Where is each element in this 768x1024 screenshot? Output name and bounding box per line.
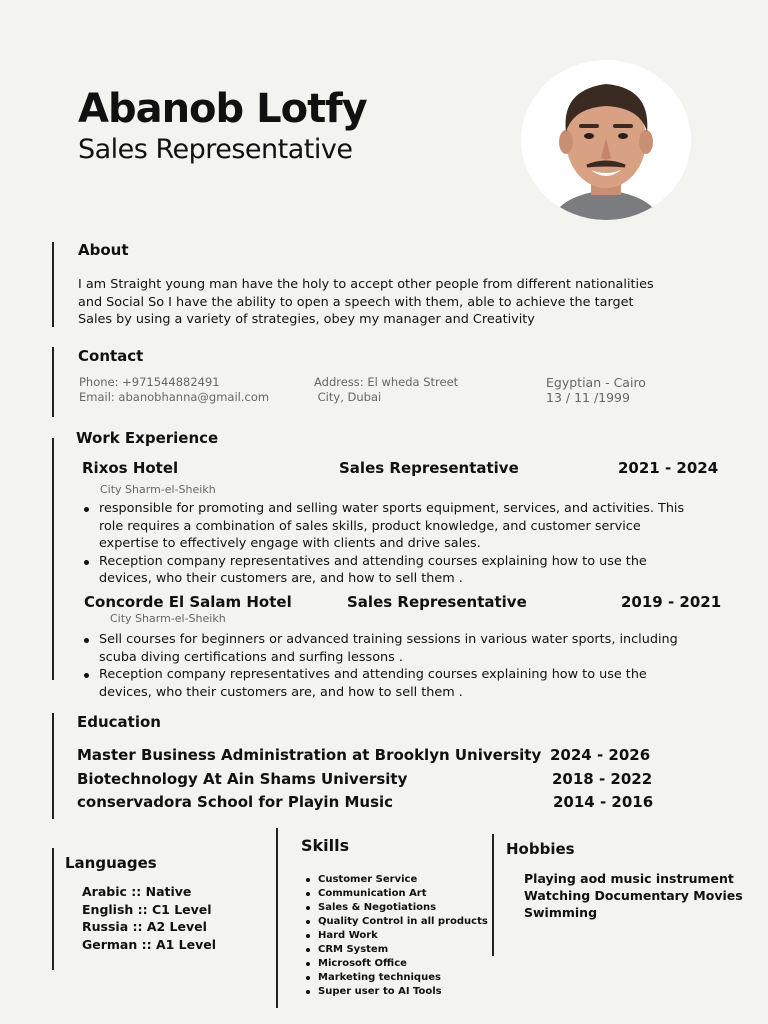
contact-heading: Contact	[78, 347, 144, 365]
email-text: Email: abanobhanna@gmail.com	[79, 389, 270, 404]
list-item: Sell courses for beginners or advanced training sessions in various water sports, including scuba diving certifications and surfing lessons .	[81, 631, 691, 666]
language-item: English :: C1 Level	[82, 901, 212, 917]
education-heading: Education	[77, 713, 161, 731]
education-years: 2014 - 2016	[553, 793, 654, 811]
job-location: City Sharm-el-Sheikh	[100, 483, 216, 496]
skill-item: Sales & Negotiations	[305, 901, 488, 915]
hobbies-heading: Hobbies	[506, 840, 575, 858]
education-years: 2024 - 2026	[550, 746, 651, 764]
about-line: and Social So I have the ability to open a speech with them, able to achieve the target	[78, 294, 634, 310]
job-years: 2021 - 2024	[618, 459, 719, 477]
resume-title: Sales Representative	[78, 134, 353, 165]
hobby-item: Swimming	[524, 905, 598, 920]
hobby-item: Playing aod music instrument	[524, 871, 734, 886]
job-location: City Sharm-el-Sheikh	[110, 612, 226, 625]
job-duties-list	[81, 631, 691, 701]
birthdate-text: 13 / 11 /1999	[546, 390, 630, 405]
list-item: Reception company representatives and attending courses explaining how to use the devices, who their customers are, and how to sell them .	[81, 666, 691, 701]
about-text	[78, 276, 678, 329]
nationality-text: Egyptian - Cairo	[546, 375, 646, 390]
work-divider	[52, 438, 54, 680]
hobbies-divider	[492, 834, 494, 956]
contact-divider	[52, 347, 54, 417]
work-heading: Work Experience	[76, 429, 219, 447]
skill-item: Customer Service	[305, 873, 488, 887]
contact-personal	[546, 375, 646, 405]
skill-item: Hard Work	[305, 929, 488, 943]
about-divider	[52, 242, 54, 327]
hobbies-list	[524, 870, 743, 921]
list-item: Reception company representatives and attending courses explaining how to use the devices, who their customers are, and how to sell them .	[81, 553, 691, 588]
skill-item: Communication Art	[305, 887, 488, 901]
language-item: Arabic :: Native	[82, 884, 192, 899]
address-line: City, Dubai	[314, 389, 382, 404]
skill-item: Marketing techniques	[305, 971, 488, 985]
education-degree: Master Business Administration at Brooklyn University	[77, 746, 542, 764]
address-line: Address: El wheda Street	[314, 375, 459, 389]
skill-item: Microsoft Office	[305, 957, 488, 971]
languages-heading: Languages	[65, 854, 157, 872]
resume-name: Abanob Lotfy	[78, 86, 367, 132]
skills-heading: Skills	[301, 836, 350, 855]
languages-list	[82, 883, 216, 953]
contact-phone-email	[79, 375, 269, 404]
job-company: Rixos Hotel	[82, 459, 179, 477]
language-item: Russia :: A2 Level	[82, 919, 207, 934]
person-portrait-icon	[521, 60, 691, 220]
job-role: Sales Representative	[347, 593, 527, 611]
education-degree: conservadora School for Playin Music	[77, 793, 394, 811]
education-degree: Biotechnology At Ain Shams University	[77, 770, 408, 788]
skill-item: Quality Control in all products	[305, 915, 488, 929]
job-duties-list	[81, 500, 691, 588]
languages-divider	[52, 848, 54, 970]
education-divider	[52, 713, 54, 819]
list-item: responsible for promoting and selling water sports equipment, services, and activities. This role requires a combination of sales skills, product knowledge, and customer service expertise to effectively engage with clients and drive sales.	[81, 500, 691, 553]
profile-photo	[521, 60, 691, 220]
education-years: 2018 - 2022	[552, 770, 653, 788]
skills-divider	[276, 828, 278, 1008]
skill-item: Super user to AI Tools	[305, 985, 488, 999]
phone-text: Phone: +971544882491	[79, 375, 220, 389]
about-line: I am Straight young man have the holy to accept other people from different nationalities	[78, 277, 654, 292]
contact-address	[314, 375, 458, 404]
skill-item: CRM System	[305, 943, 488, 957]
job-company: Concorde El Salam Hotel	[84, 593, 292, 611]
about-line: Sales by using a variety of strategies, obey my manager and Creativity	[78, 312, 535, 327]
language-item: German :: A1 Level	[82, 936, 217, 952]
hobby-item: Watching Documentary Movies	[524, 888, 743, 903]
job-years: 2019 - 2021	[621, 593, 722, 611]
skills-list	[305, 873, 488, 999]
about-heading: About	[78, 241, 129, 259]
job-role: Sales Representative	[339, 459, 519, 477]
